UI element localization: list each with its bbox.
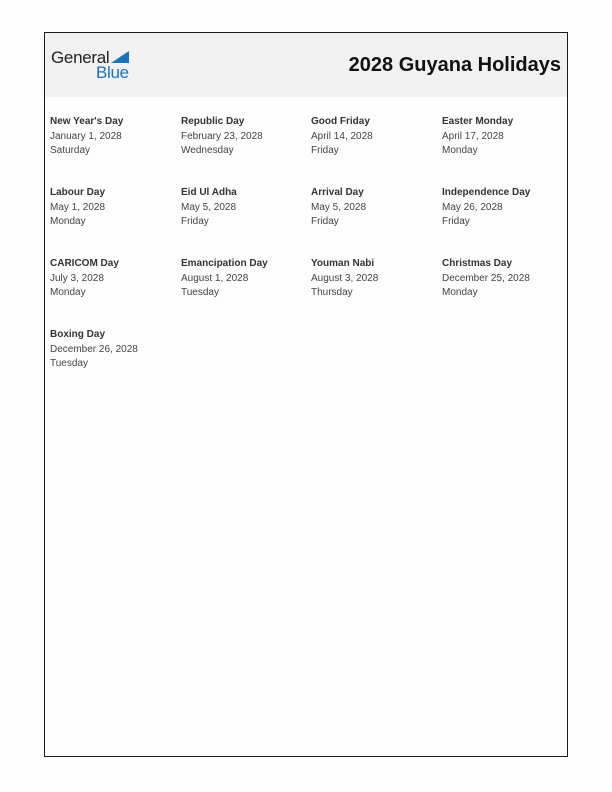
- holiday-weekday: Friday: [181, 216, 209, 227]
- holiday-date: April 14, 2028: [311, 130, 373, 142]
- holiday-date: May 26, 2028: [442, 201, 503, 213]
- holiday-date: January 1, 2028: [50, 130, 122, 142]
- holiday-weekday: Tuesday: [181, 287, 219, 298]
- holiday-name: Eid Ul Adha: [181, 187, 237, 198]
- holiday-name: Youman Nabi: [311, 258, 375, 269]
- holiday-weekday: Monday: [442, 145, 478, 156]
- holiday-name: Independence Day: [442, 187, 531, 198]
- holiday-item: [181, 186, 309, 230]
- page: [44, 32, 568, 757]
- holiday-weekday: Friday: [311, 216, 339, 227]
- holiday-weekday: Friday: [442, 216, 470, 227]
- logo-word-general: General: [51, 48, 110, 67]
- holiday-date: July 3, 2028: [50, 272, 104, 284]
- holiday-name: Republic Day: [181, 116, 245, 127]
- holiday-weekday: Monday: [50, 287, 86, 298]
- holiday-date: May 1, 2028: [50, 201, 106, 213]
- holiday-item: [311, 115, 439, 159]
- holiday-name: Easter Monday: [442, 116, 514, 127]
- holiday-name: CARICOM Day: [50, 258, 119, 269]
- holiday-name: Good Friday: [311, 116, 370, 127]
- holiday-name: Boxing Day: [50, 329, 106, 340]
- holiday-item: [50, 257, 178, 301]
- holiday-date: April 17, 2028: [442, 130, 504, 142]
- holiday-item: [181, 115, 309, 159]
- holiday-name: New Year's Day: [50, 116, 124, 127]
- holiday-item: [442, 257, 570, 301]
- holiday-weekday: Monday: [442, 287, 478, 298]
- holiday-item: [311, 257, 439, 301]
- holiday-weekday: Tuesday: [50, 358, 88, 369]
- holiday-date: August 1, 2028: [181, 272, 249, 284]
- holiday-weekday: Monday: [50, 216, 86, 227]
- holiday-item: [50, 186, 178, 230]
- holiday-weekday: Thursday: [311, 287, 353, 298]
- holiday-weekday: Saturday: [50, 145, 91, 156]
- holiday-date: May 5, 2028: [181, 201, 237, 213]
- holiday-item: [442, 115, 570, 159]
- page-title: 2028 Guyana Holidays: [348, 54, 561, 76]
- holiday-item: [50, 328, 178, 372]
- header: [45, 33, 567, 97]
- generalblue-logo: [51, 48, 141, 84]
- holiday-item: [311, 186, 439, 230]
- holiday-date: May 5, 2028: [311, 201, 367, 213]
- holiday-name: Arrival Day: [311, 187, 364, 198]
- holiday-item: [181, 257, 309, 301]
- holiday-name: Christmas Day: [442, 258, 513, 269]
- logo-triangle-icon: [111, 51, 129, 63]
- holiday-item: [442, 186, 570, 230]
- holiday-name: Emancipation Day: [181, 258, 268, 269]
- holiday-name: Labour Day: [50, 187, 106, 198]
- holiday-date: August 3, 2028: [311, 272, 379, 284]
- holiday-date: December 25, 2028: [442, 272, 530, 284]
- logo-word-blue: Blue: [96, 63, 129, 82]
- holiday-item: [50, 115, 178, 159]
- holiday-weekday: Friday: [311, 145, 339, 156]
- holiday-date: February 23, 2028: [181, 130, 263, 142]
- holiday-date: December 26, 2028: [50, 343, 138, 355]
- holiday-weekday: Wednesday: [181, 145, 234, 156]
